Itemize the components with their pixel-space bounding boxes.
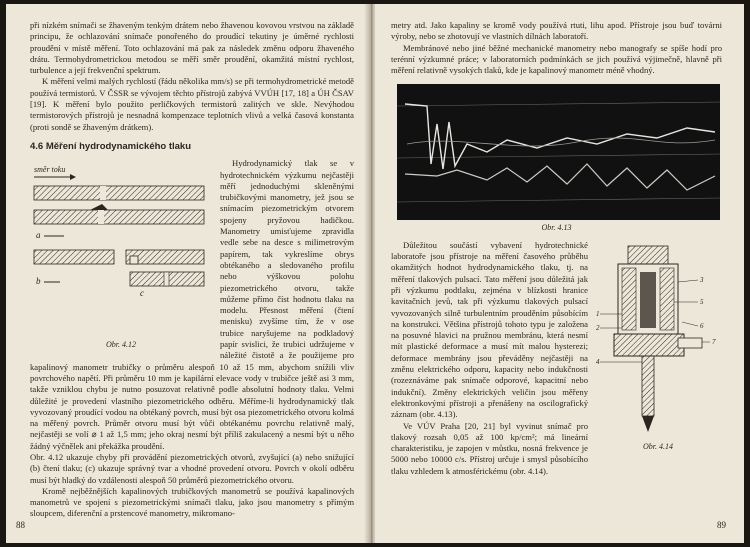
- book-spread: [6, 4, 744, 543]
- flow-direction-label: směr toku: [34, 165, 66, 175]
- oscillogram-figure-4-13: [397, 84, 720, 220]
- surface-a-top: [34, 186, 204, 200]
- figure-4-12: [30, 160, 212, 350]
- vuv-paragraph: Ve VÚV Praha [20, 21] byl vyvinut snímač pro tlakový rozsah 0,05 až 100 kp/cm²; má lineární charakteristiku, je zapojen v můstku, nosná frekvence je 5000 nebo 10000 c/s. Přístroj určuje i smysl působícího tlaku vzhledem k atmosférickému (obr. 4.14).: [391, 420, 588, 476]
- label-a: a: [36, 230, 41, 241]
- protrusion-a: [90, 204, 108, 210]
- hole-b: [130, 256, 138, 264]
- hole-a-top: [100, 186, 106, 200]
- figure-4-14-caption: Obr. 4.14: [642, 442, 673, 452]
- part-label-7: 7: [712, 337, 716, 346]
- surface-b-left: [34, 250, 114, 264]
- surface-a-bottom: [34, 210, 204, 224]
- pulse-paragraph: Důležitou součástí vybavení hydrotechnické laboratoře jsou přístroje na měření časového průběhu okamžitých hodnot hydrodynamického tlaku, tj. na měření tlakových pulsací. Tato měření jsou důležitá jak při výzkumu podtlaku, zejména v blízkosti hranice kavitačních jevů, tak při výzkumu tlakových pulsací vyvozovaných silně turbulentním prouděním působícím na konstrukci. Většina přístrojů tohoto typu je založena na posuvné hlavici na pružnou membránu, která nesmí mít plastické deformace a musí mít malou hysterezi; deformace membrány jsou převáděny nejčastěji na změnu elektrického odporu, kapacity nebo indukčnosti (rozeznáváme pak snímače odporové, kapacitní nebo indukční). Změny elektrických veličin jsou měřeny elektronkovými přístroji a přenášeny na oscilografický záznam (obr. 4.13).: [391, 239, 588, 420]
- figure-reference-paragraph: Obr. 4.12 ukazuje chyby při provádění piezometrických otvorů, zvyšující (a) nebo snižující (b) čtení tlaku; (c) ukazuje správný tvar a vhodné provedení otvoru. Povrch v okolí odběru musí být hladký do vzdálenosti alespoň 50 průměrů piezometrického otvoru.: [30, 451, 354, 485]
- pressure-paragraph: Hydrodynamický tlak se v hydrotechnickém výzkumu nejčastěji měří jednoduchými skleněnými trubičkovými manometry, jež jsou se snímacím piezometrickým otvorem spojeny pryžovou hadičkou. Manometry umisťujeme zpravidla vedle sebe na desce s milimetrovým papírem, tak vykreslíme obrys obtékaného a sledovaného profilu nebo výškovou polohu piezometrického otvoru, takže můžeme přímo číst hodnotu tlaku na modelu. Přesnost měření (čtení menisku) zvyšíme tím, že v ose trubice naryšujeme na podkladový papír svislici, že trubici udržujeme v náležité čistotě a že použijeme pro kapalinový manometr trubičky o průměru alespoň 10 až 15 mm, abychom snížili vliv povrchového napětí. Při průměru 10 mm je kapilární elevace vody v trubičce ještě asi 3 mm, takže vzniklou chybu je nutno posuzovat relativně podle absolutní hodnoty tlaku. Velmi důležité je provedení vlastního piezometrického odběru. Měříme-li hydrodynamický tlak vyvozovaný proudící vodou na obtékaný povrch, musí být osa piezometrického otvoru kolmá na měřený povrch. Průměr otvoru musí být vůči obtékanému povrchu relativně malý, nejčastěji se volí ⌀ 1 až 1,5 mm; jeho okraj nesmí být příliš zakulacený a nesmí být u něho žádný výčnělek ani překážka proudění.: [30, 158, 354, 451]
- label-b: b: [36, 276, 41, 287]
- part-label-4: 4: [596, 357, 600, 366]
- section-heading: 4.6 Měření hydrodynamického tlaku: [30, 140, 192, 152]
- membrane-paragraph: Membránové nebo jiné běžné mechanické manometry nebo manografy se spíše hodí pro terénní výzkumné práce; v laboratorních podmínkách se jich používá výjimečně, hlavně při měření relativně vysokých tlaků, kde je kapalinový manometr méně vhodný.: [391, 42, 722, 76]
- page-number-left: 88: [16, 519, 25, 530]
- page-number-right: 89: [717, 519, 726, 530]
- figure-4-13-caption: Obr. 4.13: [541, 223, 572, 233]
- figure-4-14: [594, 242, 722, 452]
- figure-4-12-caption: Obr. 4.12: [105, 339, 136, 349]
- right-intro-paragraph: metry atd. Jako kapaliny se kromě vody používá rtuti, lihu apod. Přístroje jsou buď továrni výroby, nebo se zhotovují ve vlastních dílnách laboratoří.: [391, 20, 722, 42]
- right-page: [375, 4, 744, 543]
- part-label-2: 2: [596, 323, 600, 332]
- thermistor-paragraph: K měření velmi malých rychlostí (řádu několika mm/s) se při termohydrometrické metodě používá termistorů. V ČSSR se vývojem těchto přístrojů zabývá VVÚH [17, 18] a ÚH ČSAV [19]. K měření bylo použito perličkových termistorů zalitých ve skle. Nevýhodou termistorových přístrojů je nesnadná kompenzace teplotních vlivů a velká časová konstanta (proti sondě se žhaveným drátkem).: [30, 76, 354, 132]
- flow-arrow-head-icon: [70, 174, 76, 180]
- left-page: [6, 4, 368, 543]
- part-label-3: 3: [700, 275, 704, 284]
- piezometer-hole-diagram: [30, 160, 212, 335]
- hole-a-bottom: [98, 210, 104, 224]
- oscillogram-trace: [397, 84, 720, 220]
- part-label-6: 6: [700, 321, 704, 330]
- final-paragraph: Kromě nejběžnějších kapalinových trubičkových manometrů se používá kapalinových manometrů ve spojení s piezometrickými snímači tlaku, jako jsou manometry s přímým sloupcem, diferenční a prstencové manometry, mikromano-: [30, 485, 354, 519]
- left-intro-paragraph: při nízkém snímači se žhaveným tenkým drátem nebo žhavenou kovovou vrstvou na základě principu, že ochlazování snímače ponořeného do proudící tekutiny je úměrné rychlosti proudění v místě měření. Toto ochlazování má pak za následek změnu odporu žhaveného drátu. Termohydrometrickou metodou se měří směr proudění, okamžitá místní rychlost, turbulence a její frekvenční spektrum.: [30, 20, 354, 76]
- label-c: c: [140, 288, 144, 299]
- part-label-1: 1: [596, 309, 600, 318]
- part-label-5: 5: [700, 297, 704, 306]
- hole-c: [164, 272, 169, 286]
- pressure-sensor-diagram: [594, 242, 722, 438]
